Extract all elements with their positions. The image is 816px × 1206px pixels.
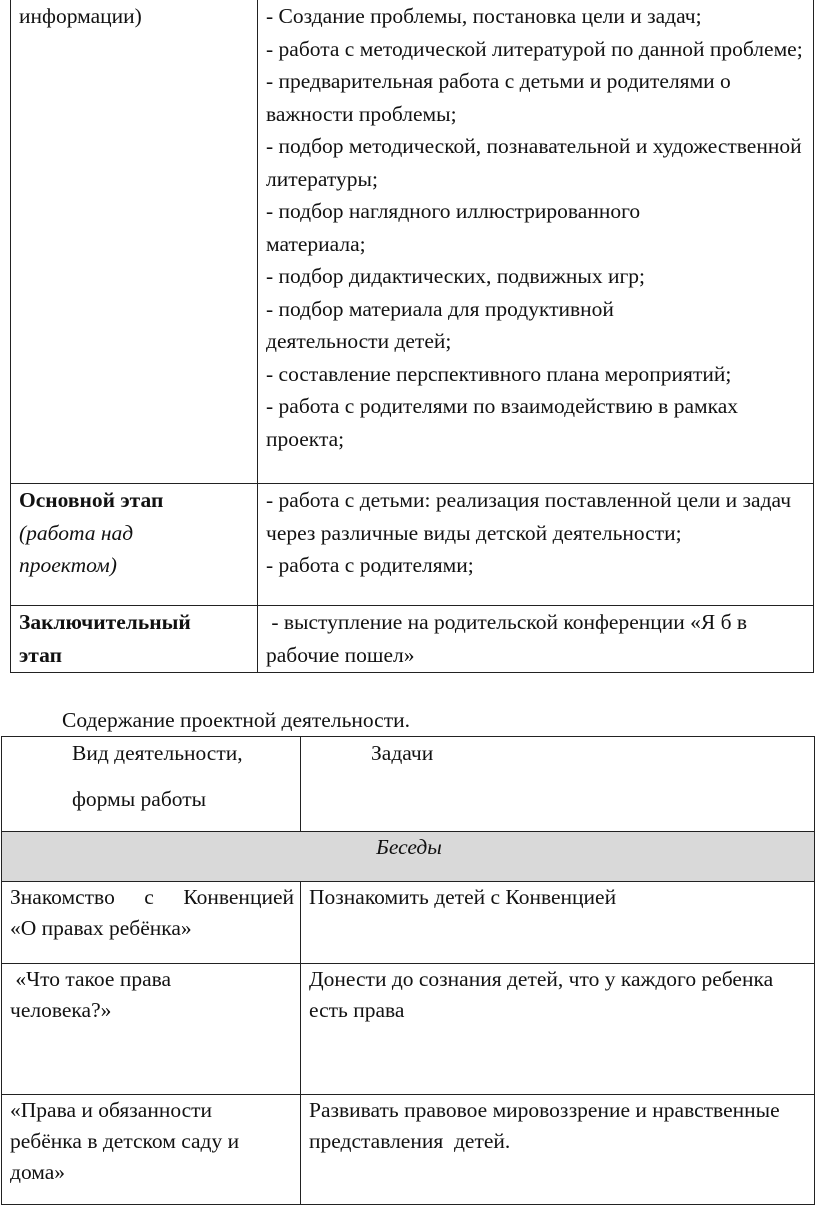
project-stages-table (10, 0, 814, 673)
table-caption: Содержание проектной деятельности. (62, 708, 410, 732)
activity-text: «Права и обязанности ребёнка в детском саду и дома» (10, 1098, 240, 1184)
header-label: формы работы (72, 787, 207, 811)
stage-content-cell (258, 606, 814, 673)
header-label: Задачи (371, 741, 434, 765)
stage-cell (11, 484, 258, 606)
activity-text-line2: «О правах ребёнка» (10, 916, 192, 940)
list-item: - работа с родителями по взаимодействию в рамках проекта; (266, 394, 739, 451)
table-row (2, 882, 815, 964)
stage-cell (11, 606, 258, 673)
list-item: - подбор наглядного иллюстрированного материала; (266, 199, 641, 256)
task-cell (301, 964, 815, 1095)
list-item: - выступление на родительской конференции «Я б в рабочие пошел» (266, 610, 753, 667)
task-text: Познакомить детей с Конвенцией (309, 885, 617, 909)
section-cell (2, 832, 815, 882)
list-item: - подбор дидактических, подвижных игр; (266, 264, 646, 288)
stage-subtitle: (работа над проектом) (19, 520, 134, 577)
list-item: - составление перспективного плана мероприятий; (266, 361, 732, 386)
task-cell (301, 882, 815, 964)
task-text: Донести до сознания детей, что у каждого ребенка есть права (309, 967, 774, 1022)
header-label: Вид деятельности, (72, 741, 243, 765)
activity-cell (2, 1095, 301, 1205)
section-row (2, 832, 815, 882)
stage-content-cell (258, 0, 814, 484)
list-item: - предварительная работа с детьми и родителями о важности проблемы; (266, 69, 731, 126)
stage-label: информации) (19, 4, 142, 28)
section-label: Беседы (376, 835, 442, 859)
stage-title: Заключительный этап (19, 610, 191, 667)
activity-cell (2, 964, 301, 1095)
stage-cell (11, 0, 258, 484)
stage-title: Основной этап (19, 488, 164, 512)
table-row (11, 606, 814, 673)
list-item: - Создание проблемы, постановка цели и задач; (266, 4, 702, 28)
activity-text-line1: Знакомство с Конвенцией (10, 885, 294, 909)
table-row (11, 0, 814, 484)
activity-text: «Что такое права человека?» (10, 967, 177, 1022)
list-item: - работа с методической литературой по данной проблеме; (266, 36, 803, 61)
table-row (2, 1095, 815, 1205)
header-cell-activity (2, 737, 301, 832)
task-cell (301, 1095, 815, 1205)
table-row (11, 484, 814, 606)
list-item: - подбор материала для продуктивной деятельности детей; (266, 296, 614, 353)
stage-content-cell (258, 484, 814, 606)
task-text: Развивать правовое мировоззрение и нравственные представления детей. (309, 1098, 791, 1153)
project-activities-table (1, 736, 815, 1205)
list-item: - работа с детьми: реализация поставленной цели и задач через различные виды детской деятельности; (266, 488, 792, 545)
list-item: - подбор методической, познавательной и художественной литературы; (266, 134, 802, 191)
table-row (2, 964, 815, 1095)
list-item: - работа с родителями; (266, 553, 474, 577)
header-cell-tasks (301, 737, 815, 832)
table-header-row (2, 737, 815, 832)
activity-cell (2, 882, 301, 964)
